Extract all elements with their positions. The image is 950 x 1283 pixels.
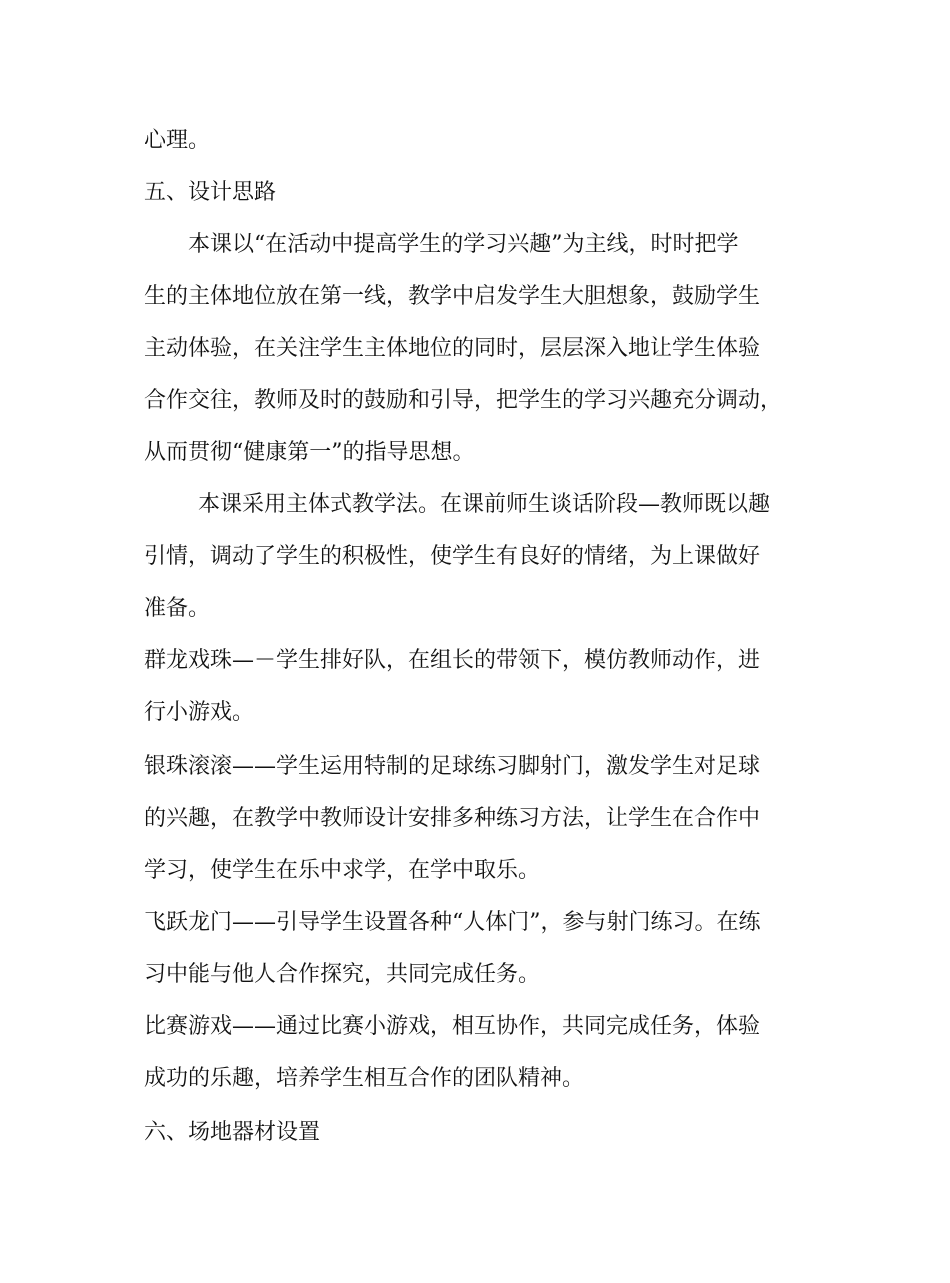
text-line: 本课采用主体式教学法。在课前师生谈话阶段—教师既以趣 [198,492,771,517]
text-line: 从而贯彻“健康第一”的指导思想。 [144,440,475,465]
text-line: 心理。 [144,128,211,153]
text-line: 银珠滚滚——学生运用特制的足球练习脚射门，激发学生对足球 [144,754,761,779]
section-heading: 五、设计思路 [144,180,277,205]
text-line: 生的主体地位放在第一线，教学中启发学生大胆想象，鼓励学生 [144,284,761,309]
text-line: 群龙戏珠—－学生排好队，在组长的带领下，模仿教师动作，进 [144,648,761,673]
text-line: 本课以“在活动中提高学生的学习兴趣”为主线，时时把学 [188,232,739,257]
text-line: 习中能与他人合作探究，共同完成任务。 [144,962,541,987]
text-line: 飞跃龙门——引导学生设置各种“人体门”，参与射门练习。在练 [144,910,761,935]
section-heading: 六、场地器材设置 [144,1120,321,1145]
text-line: 引情，调动了学生的积极性，使学生有良好的情绪，为上课做好 [144,544,761,569]
text-line: 比赛游戏——通过比赛小游戏，相互协作，共同完成任务，体验 [144,1014,761,1039]
text-line: 主动体验，在关注学生主体地位的同时，层层深入地让学生体验 [144,336,761,361]
text-line: 合作交往，教师及时的鼓励和引导，把学生的学习兴趣充分调动， [144,388,783,413]
text-line: 成功的乐趣，培养学生相互合作的团队精神。 [144,1066,585,1091]
text-line: 行小游戏。 [144,700,255,725]
text-line: 准备。 [144,596,211,621]
text-line: 的兴趣，在教学中教师设计安排多种练习方法，让学生在合作中 [144,806,761,831]
text-line: 学习，使学生在乐中求学，在学中取乐。 [144,858,541,883]
